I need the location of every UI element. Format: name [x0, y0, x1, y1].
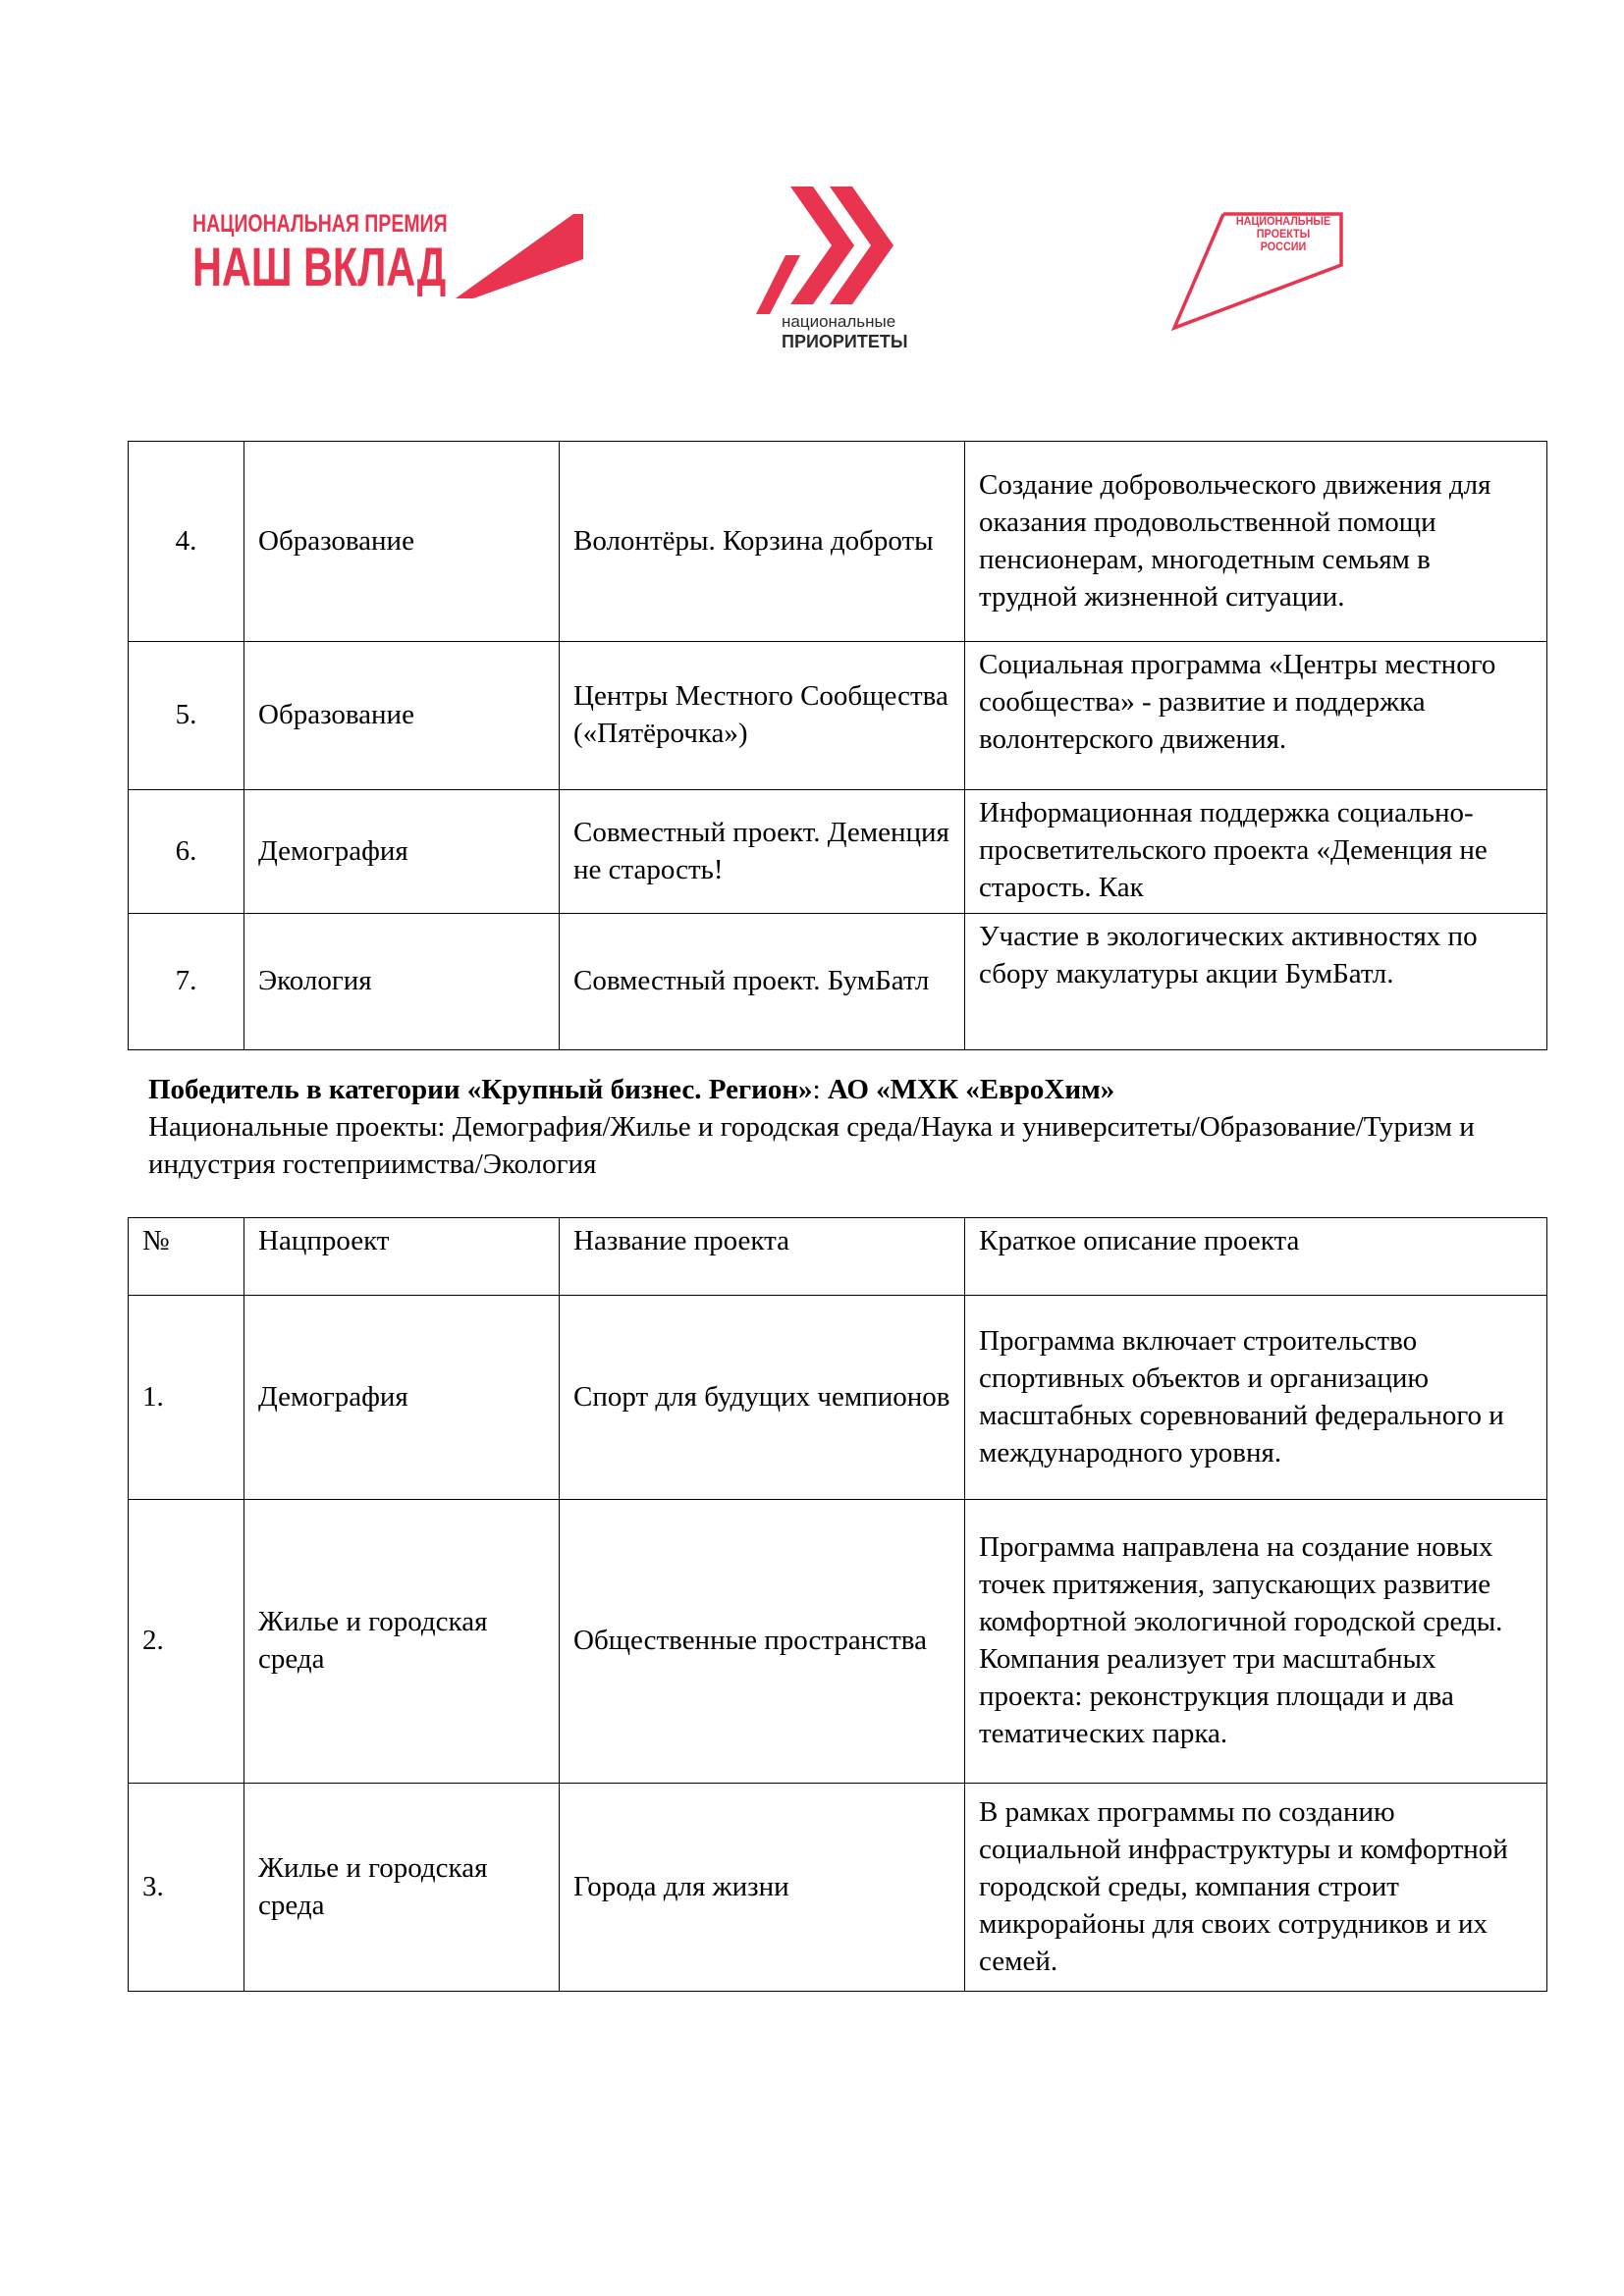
row-project-name: Спорт для будущих чемпионов — [560, 1296, 965, 1500]
row-description: Создание добровольческого движения для оказания продовольственной помощи пенсионерам, многодетным семьям в трудной жизненной ситуации. — [965, 442, 1547, 642]
row-natproject: Экология — [244, 914, 560, 1050]
row-natproject: Жилье и городская среда — [244, 1784, 560, 1992]
row-natproject: Образование — [244, 642, 560, 790]
projects-logo-line1: НАЦИОНАЛЬНЫЕ — [1235, 214, 1331, 228]
table-row — [129, 642, 1547, 790]
row-description: Социальная программа «Центры местного сообщества» - развитие и поддержка волонтерского движения. — [965, 642, 1547, 790]
row-description: Программа включает строительство спортивных объектов и организацию масштабных соревнований федерального и международного уровня. — [965, 1296, 1547, 1500]
row-natproject: Демография — [244, 790, 560, 914]
header-natproject: Нацпроект — [244, 1218, 560, 1296]
row-number: 1. — [129, 1296, 244, 1500]
row-project-name: Совместный проект. Деменция не старость! — [560, 790, 965, 914]
winner-separator: : — [812, 1074, 828, 1105]
table-row — [129, 1784, 1547, 1992]
row-project-name: Совместный проект. БумБатл — [560, 914, 965, 1050]
row-number: 3. — [129, 1784, 244, 1992]
projects-table-continued — [128, 441, 1547, 1050]
row-description: Участие в экологических активностях по сбору макулатуры акции БумБатл. — [965, 914, 1547, 1050]
table-row — [129, 1500, 1547, 1784]
winner-natprojects: Национальные проекты: Демография/Жилье и городская среда/Наука и университеты/Образование/Туризм и индустрия гостеприимства/Экология — [148, 1111, 1475, 1180]
projects-logo — [1164, 208, 1351, 336]
table-header-row — [129, 1218, 1547, 1296]
row-natproject: Жилье и городская среда — [244, 1500, 560, 1784]
row-natproject: Демография — [244, 1296, 560, 1500]
row-description: Информационная поддержка социально-просветительского проекта «Деменция не старость. Как — [965, 790, 1547, 914]
award-logo-mark-icon — [446, 210, 583, 300]
row-number: 4. — [129, 442, 244, 642]
logos-header — [0, 0, 1624, 373]
award-logo-line2: НАШ ВКЛАД — [192, 236, 447, 297]
table-row — [129, 442, 1547, 642]
winner-category: Победитель в категории «Крупный бизнес. Регион» — [148, 1074, 813, 1105]
header-project-name: Название проекта — [560, 1218, 965, 1296]
row-description: Программа направлена на создание новых точек притяжения, запускающих развитие комфортной экологичной городской среды. Компания реализует три масштабных проекта: реконструкция площади и два тематических парка. — [965, 1500, 1547, 1784]
winner-company: АО «МХК «ЕвроХим» — [827, 1074, 1115, 1105]
award-logo-line1: НАЦИОНАЛЬНАЯ ПРЕМИЯ — [192, 210, 448, 238]
winner-title — [148, 1071, 1523, 1108]
priorities-logo — [746, 187, 923, 353]
row-number: 2. — [129, 1500, 244, 1784]
header-description: Краткое описание проекта — [965, 1218, 1547, 1296]
table-row — [129, 1296, 1547, 1500]
winner-heading — [148, 1071, 1523, 1183]
projects-logo-text — [1231, 215, 1335, 253]
row-number: 6. — [129, 790, 244, 914]
projects-table — [128, 1217, 1547, 1992]
table-row — [129, 790, 1547, 914]
row-project-name: Города для жизни — [560, 1784, 965, 1992]
row-natproject: Образование — [244, 442, 560, 642]
row-description: В рамках программы по созданию социальной инфраструктуры и комфортной городской среды, компания строит микрорайоны для своих сотрудников и их семей. — [965, 1784, 1547, 1992]
header-number: № — [129, 1218, 244, 1296]
projects-logo-line3: РОССИИ — [1260, 240, 1307, 253]
priorities-logo-line2: ПРИОРИТЕТЫ — [782, 332, 908, 351]
projects-logo-line2: ПРОЕКТЫ — [1256, 227, 1311, 240]
priorities-logo-line1: национальные — [782, 312, 896, 331]
row-number: 5. — [129, 642, 244, 790]
row-number: 7. — [129, 914, 244, 1050]
row-project-name: Волонтёры. Корзина доброты — [560, 442, 965, 642]
table-row — [129, 914, 1547, 1050]
priorities-chevrons-icon — [756, 187, 913, 319]
award-logo — [192, 196, 585, 304]
row-project-name: Центры Местного Сообщества («Пятёрочка») — [560, 642, 965, 790]
row-project-name: Общественные пространства — [560, 1500, 965, 1784]
